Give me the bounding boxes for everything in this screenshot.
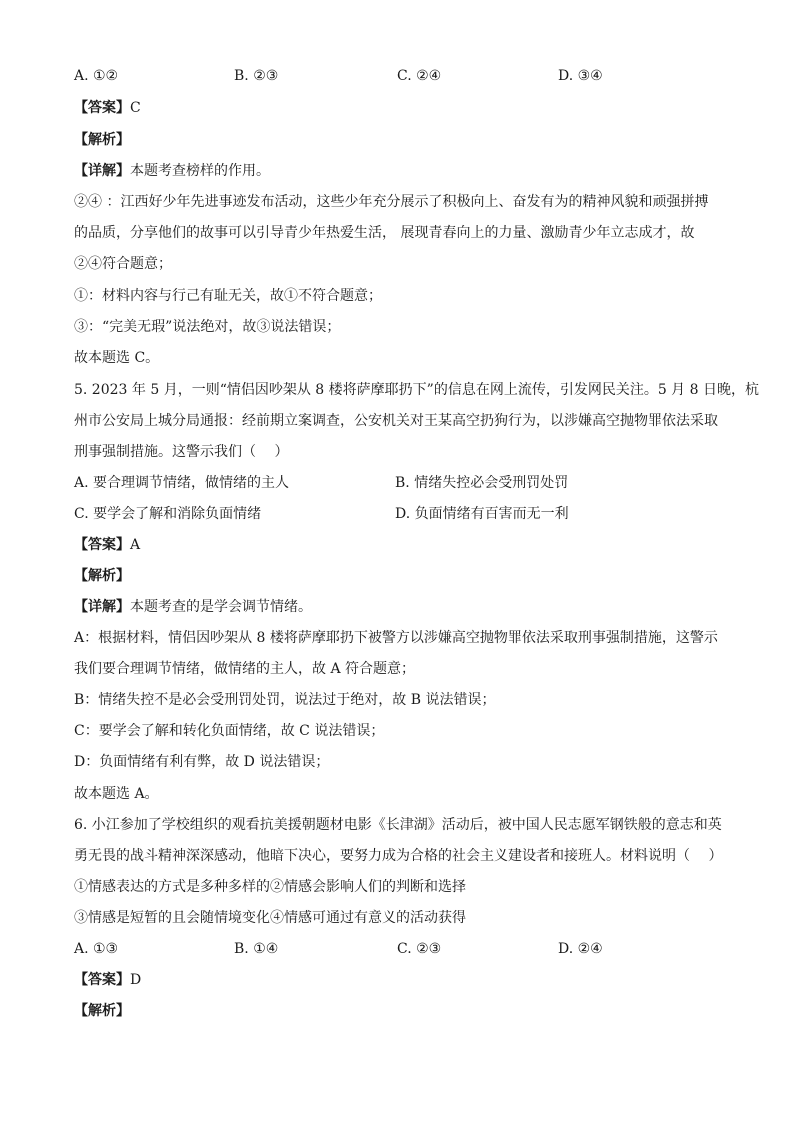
q4-analysis — [74, 130, 130, 150]
q5-option-b: B. 情绪失控必会受刑罚处罚 — [395, 475, 569, 491]
q4-line-1: ②④ ：江西好少年先进事迹发布活动，这些少年充分展示了积极向上、奋发有为的精神风貌和顽强拼搏 — [74, 194, 709, 210]
detail-tag: 【详解】 — [74, 163, 130, 179]
q4-line-4: ①：材料内容与行己有耻无关，故①不符合题意； — [74, 288, 382, 304]
q6-stem-3: ①情感表达的方式是多种多样的②情感会影响人们的判断和选择 — [74, 879, 466, 895]
q5-answer — [74, 535, 140, 555]
q5-line-5: D：负面情绪有利有弊，故 D 说法错误； — [74, 754, 330, 770]
answer-tag: 【答案】 — [74, 972, 130, 988]
q5-answer-value: A — [130, 537, 141, 553]
q5-detail-text: 本题考查的是学会调节情绪。 — [130, 599, 312, 615]
q6-stem-4: ③情感是短暂的且会随情境变化④情感可通过有意义的活动获得 — [74, 910, 466, 926]
analysis-tag: 【解析】 — [74, 568, 130, 584]
answer-tag: 【答案】 — [74, 100, 130, 116]
q4-detail-text: 本题考查榜样的作用。 — [130, 163, 270, 179]
q4-option-c: C. ②④ — [397, 68, 442, 84]
analysis-tag: 【解析】 — [74, 1003, 130, 1019]
q5-line-3: B：情绪失控不是必会受刑罚处罚，说法过于绝对，故 B 说法错误； — [74, 692, 496, 708]
q5-stem-2: 州市公安局上城分局通报：经前期立案调查，公安机关对王某高空扔狗行为，以涉嫌高空抛物罪依法采取 — [74, 413, 718, 429]
q5-stem-1: 5. 2023 年 5 月，一则“情侣因吵架从 8 楼将萨摩耶扔下”的信息在网上流传，引发网民关注。5 月 8 日晚，杭 — [74, 382, 759, 398]
q5-line-2: 我们要合理调节情绪，做情绪的主人，故 A 符合题意； — [74, 661, 416, 677]
q6-option-a: A. ①③ — [74, 941, 119, 957]
q6-analysis — [74, 1001, 130, 1021]
q5-line-4: C：要学会了解和转化负面情绪，故 C 说法错误； — [74, 723, 385, 739]
q5-option-c: C. 要学会了解和消除负面情绪 — [74, 506, 262, 522]
q6-options — [74, 939, 734, 959]
q4-option-a: A. ①② — [74, 68, 119, 84]
q4-options — [74, 66, 734, 86]
q4-option-b: B. ②③ — [234, 68, 279, 84]
q6-answer — [74, 970, 141, 990]
q4-answer — [74, 98, 141, 118]
q6-option-c: C. ②③ — [397, 941, 442, 957]
q5-detail — [74, 597, 312, 617]
q5-line-1: A：根据材料，情侣因吵架从 8 楼将萨摩耶扔下被警方以涉嫌高空抛物罪依法采取刑事强制措施，这警示 — [74, 630, 718, 646]
q4-line-3: ②④符合题意； — [74, 256, 172, 272]
q6-answer-value: D — [130, 972, 142, 988]
q4-option-d: D. ③④ — [558, 68, 603, 84]
q5-stem-3: 刑事强制措施。这警示我们（ ） — [74, 444, 289, 460]
q5-option-d: D. 负面情绪有百害而无一利 — [395, 506, 569, 522]
q6-option-d: D. ②④ — [558, 941, 603, 957]
q6-stem-1: 6. 小江参加了学校组织的观看抗美援朝题材电影《长津湖》活动后，被中国人民志愿军钢铁般的意志和英 — [74, 817, 722, 833]
q5-option-a: A. 要合理调节情绪，做情绪的主人 — [74, 475, 290, 491]
q6-option-b: B. ①④ — [234, 941, 279, 957]
q4-line-5: ③：“完美无瑕”说法绝对，故③说法错误； — [74, 319, 341, 335]
q4-line-2: 的品质，分享他们的故事可以引导青少年热爱生活， 展现青春向上的力量、激励青少年立志成才，故 — [74, 225, 695, 241]
detail-tag: 【详解】 — [74, 599, 130, 615]
q4-detail — [74, 161, 270, 181]
analysis-tag: 【解析】 — [74, 132, 130, 148]
q5-line-6: 故本题选 A。 — [74, 786, 159, 802]
q5-options-row-1 — [74, 473, 734, 493]
q4-line-6: 故本题选 C。 — [74, 350, 160, 366]
answer-tag: 【答案】 — [74, 537, 130, 553]
q5-analysis — [74, 566, 130, 586]
q4-answer-value: C — [130, 100, 141, 116]
q6-stem-2: 勇无畏的战斗精神深深感动，他暗下决心，要努力成为合格的社会主义建设者和接班人。材料说明（ ） — [74, 848, 723, 864]
q5-options-row-2 — [74, 504, 734, 524]
